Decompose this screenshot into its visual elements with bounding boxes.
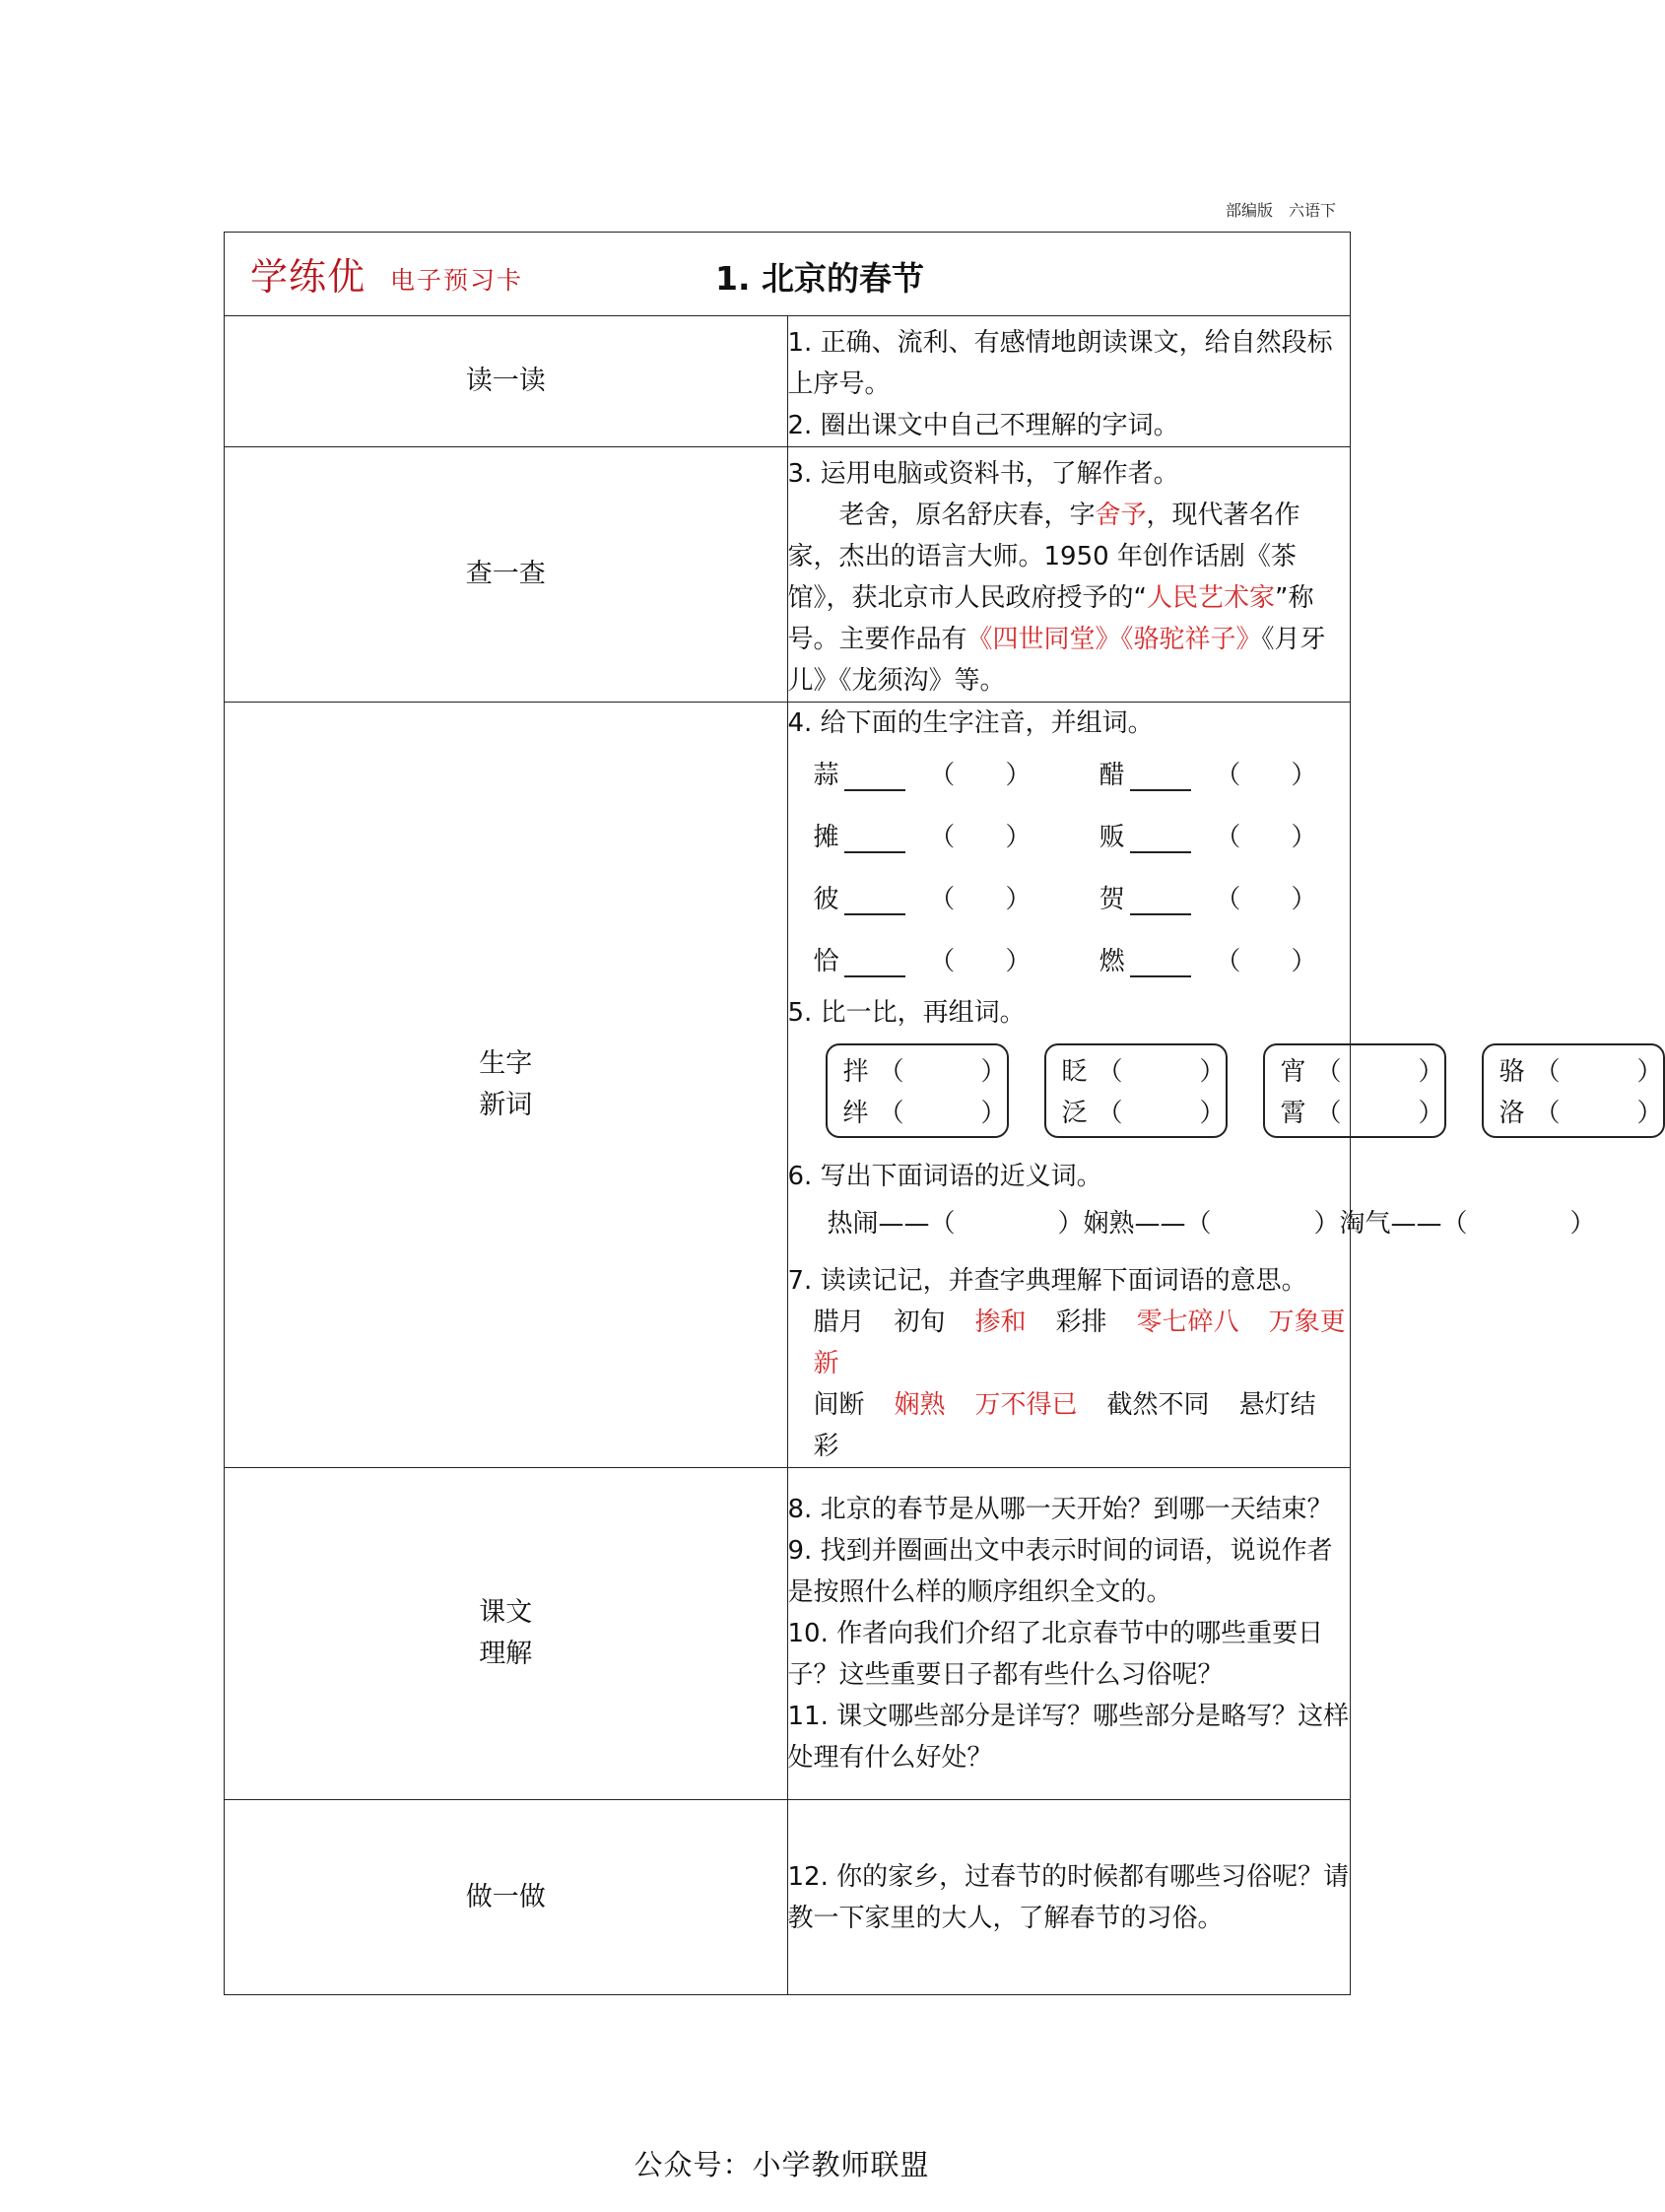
paren-open: （ bbox=[878, 1099, 904, 1128]
bio-text: 《月牙儿》《龙须沟》等。 bbox=[787, 625, 1326, 696]
vocab-word: 腊月 bbox=[813, 1307, 865, 1337]
question-1: 1. 正确、流利、有感情地朗读课文，给自然段标上序号。 bbox=[787, 328, 1333, 399]
bio-highlight: 舍予 bbox=[1095, 501, 1147, 530]
paren-close: ） bbox=[1636, 1099, 1663, 1128]
label-line: 理解 bbox=[479, 1639, 533, 1669]
pinyin-blank[interactable] bbox=[1130, 760, 1191, 791]
paren-close: ） bbox=[1418, 1099, 1444, 1128]
paren-open: （ bbox=[1534, 1057, 1561, 1087]
question-10: 10. 作者向我们介绍了北京春节中的哪些重要日子？这些重要日子都有些什么习俗呢？ bbox=[787, 1619, 1324, 1690]
paren-close: ） bbox=[1291, 822, 1317, 852]
vocab-word: 零七碎八 bbox=[1136, 1307, 1239, 1337]
brand-subtitle: 电子预习卡 bbox=[390, 266, 524, 295]
question-7: 7. 读读记记，并查字典理解下面词语的意思。 bbox=[787, 1266, 1307, 1296]
compare-exercise bbox=[788, 1043, 1663, 1138]
label-line: 课文 bbox=[479, 1597, 533, 1628]
paren-close: ） bbox=[1636, 1057, 1663, 1087]
compare-box bbox=[1044, 1043, 1228, 1138]
vocab-word: 截然不同 bbox=[1106, 1390, 1210, 1420]
section-label-read: 读一读 bbox=[225, 316, 788, 447]
compare-char: 绊 bbox=[842, 1099, 869, 1128]
vocab-line bbox=[788, 1384, 1351, 1467]
bio-text: ”称号。主要作品有 bbox=[787, 583, 1314, 654]
pinyin-exercise bbox=[788, 744, 1351, 992]
char-row bbox=[788, 806, 1351, 868]
paren-open: （ bbox=[929, 946, 956, 976]
section-label-check: 查一查 bbox=[225, 447, 788, 703]
section-label-words bbox=[225, 703, 788, 1468]
paren-open: （ bbox=[1215, 946, 1241, 976]
paren-open: （ bbox=[1534, 1099, 1561, 1128]
paren-open: （ bbox=[1215, 822, 1241, 852]
target-char: 恰 bbox=[813, 946, 839, 976]
target-char: 贩 bbox=[1099, 822, 1125, 852]
paren-close: ） bbox=[1005, 822, 1032, 852]
paren-open: （ bbox=[878, 1057, 904, 1087]
target-char: 贺 bbox=[1099, 884, 1125, 914]
brand-logo: 学练优 bbox=[250, 255, 366, 299]
paren-close: ） bbox=[980, 1099, 1007, 1128]
section-check-content bbox=[787, 447, 1351, 703]
label-line: 新词 bbox=[479, 1090, 533, 1120]
target-char: 蒜 bbox=[813, 760, 839, 790]
vocab-word: 娴熟 bbox=[894, 1390, 946, 1420]
paren-close: ） bbox=[1005, 884, 1032, 914]
paren-close: ） bbox=[1199, 1099, 1226, 1128]
bio-highlight: 《四世同堂》《骆驼祥子》 bbox=[966, 625, 1262, 654]
char-row bbox=[788, 868, 1351, 930]
section-label-understand bbox=[225, 1468, 788, 1800]
vocab-word: 万不得已 bbox=[974, 1390, 1078, 1420]
question-8: 8. 北京的春节是从哪一天开始？到哪一天结束？ bbox=[787, 1495, 1333, 1524]
question-5: 5. 比一比，再组词。 bbox=[787, 998, 1026, 1028]
vocab-word: 悬灯结彩 bbox=[813, 1390, 1316, 1461]
paren-open: （ bbox=[1315, 1057, 1342, 1087]
paren-close: ） bbox=[1291, 760, 1317, 790]
compare-char: 骆 bbox=[1498, 1057, 1525, 1087]
paren-open: （ bbox=[1097, 1057, 1123, 1087]
synonym-exercise bbox=[788, 1197, 1596, 1250]
paren-open: （ bbox=[1215, 760, 1241, 790]
compare-box bbox=[1263, 1043, 1446, 1138]
section-read-content bbox=[787, 316, 1351, 447]
synonym-item: 娴熟——（ ） bbox=[1083, 1209, 1340, 1239]
vocab-line bbox=[788, 1302, 1351, 1384]
vocab-word: 彩排 bbox=[1055, 1307, 1107, 1337]
bio-text: 老舍，原名舒庆春，字 bbox=[838, 501, 1096, 530]
target-char: 醋 bbox=[1099, 760, 1125, 790]
paren-open: （ bbox=[929, 822, 956, 852]
paren-close: ） bbox=[1005, 946, 1032, 976]
paren-open: （ bbox=[929, 884, 956, 914]
paren-open: （ bbox=[929, 760, 956, 790]
paren-open: （ bbox=[1097, 1099, 1123, 1128]
question-3: 3. 运用电脑或资料书，了解作者。 bbox=[787, 459, 1179, 489]
target-char: 摊 bbox=[813, 822, 839, 852]
label-line: 生字 bbox=[479, 1048, 533, 1079]
question-9: 9. 找到并圈画出文中表示时间的词语，说说作者是按照什么样的顺序组织全文的。 bbox=[787, 1536, 1333, 1607]
compare-char: 拌 bbox=[842, 1057, 869, 1087]
pinyin-blank[interactable] bbox=[1130, 822, 1191, 853]
target-char: 燃 bbox=[1099, 946, 1125, 976]
compare-char: 洛 bbox=[1498, 1099, 1525, 1128]
pinyin-blank[interactable] bbox=[844, 946, 905, 977]
compare-char: 眨 bbox=[1061, 1057, 1088, 1087]
footer-account: 公众号：小学教师联盟 bbox=[633, 2148, 930, 2181]
section-label-do: 做一做 bbox=[225, 1800, 788, 1995]
question-4: 4. 给下面的生字注音，并组词。 bbox=[787, 708, 1154, 738]
edition-note: 部编版 六语下 bbox=[1225, 201, 1336, 220]
compare-char: 宵 bbox=[1280, 1057, 1306, 1087]
vocab-word: 间断 bbox=[813, 1390, 865, 1420]
paren-close: ） bbox=[1005, 760, 1032, 790]
paren-close: ） bbox=[980, 1057, 1007, 1087]
compare-char: 泛 bbox=[1061, 1099, 1088, 1128]
paren-close: ） bbox=[1291, 884, 1317, 914]
question-11: 11. 课文哪些部分是详写？哪些部分是略写？这样处理有什么好处？ bbox=[787, 1702, 1350, 1773]
bio-highlight: 人民艺术家 bbox=[1146, 583, 1275, 613]
bio-text: ，现代著名作家，杰出的语言大师。1950 年创作话剧《茶馆》，获北京市人民政府授予的“ bbox=[787, 501, 1300, 613]
vocab-word: 万象更新 bbox=[813, 1307, 1346, 1378]
section-understand-content bbox=[787, 1468, 1351, 1800]
char-row bbox=[788, 744, 1351, 806]
synonym-item: 热闹——（ ） bbox=[827, 1209, 1084, 1239]
pinyin-blank[interactable] bbox=[1130, 884, 1191, 915]
pinyin-blank[interactable] bbox=[844, 760, 905, 791]
preview-card-table bbox=[224, 232, 1663, 1995]
compare-char: 霄 bbox=[1280, 1099, 1306, 1128]
lesson-title: 1. 北京的春节 bbox=[715, 259, 924, 298]
paren-open: （ bbox=[1215, 884, 1241, 914]
author-bio bbox=[788, 495, 1351, 702]
vocab-word: 初旬 bbox=[894, 1307, 946, 1337]
question-12: 12. 你的家乡，过春节的时候都有哪些习俗呢？请教一下家里的大人，了解春节的习俗。 bbox=[787, 1861, 1350, 1933]
pinyin-blank[interactable] bbox=[1130, 946, 1191, 977]
section-do-content bbox=[787, 1800, 1351, 1995]
title-row bbox=[225, 233, 1351, 316]
pinyin-blank[interactable] bbox=[844, 822, 905, 853]
section-words-content bbox=[787, 703, 1663, 1468]
paren-open: （ bbox=[1315, 1099, 1342, 1128]
paren-close: ） bbox=[1199, 1057, 1226, 1087]
paren-close: ） bbox=[1291, 946, 1317, 976]
char-row bbox=[788, 930, 1351, 992]
compare-box bbox=[1482, 1043, 1665, 1138]
paren-close: ） bbox=[1418, 1057, 1444, 1087]
vocab-word: 掺和 bbox=[974, 1307, 1027, 1337]
question-6: 6. 写出下面词语的近义词。 bbox=[787, 1162, 1102, 1191]
synonym-item: 淘气——（ ） bbox=[1339, 1209, 1596, 1239]
compare-box bbox=[826, 1043, 1009, 1138]
target-char: 彼 bbox=[813, 884, 839, 914]
question-2: 2. 圈出课文中自己不理解的字词。 bbox=[787, 411, 1179, 440]
pinyin-blank[interactable] bbox=[844, 884, 905, 915]
